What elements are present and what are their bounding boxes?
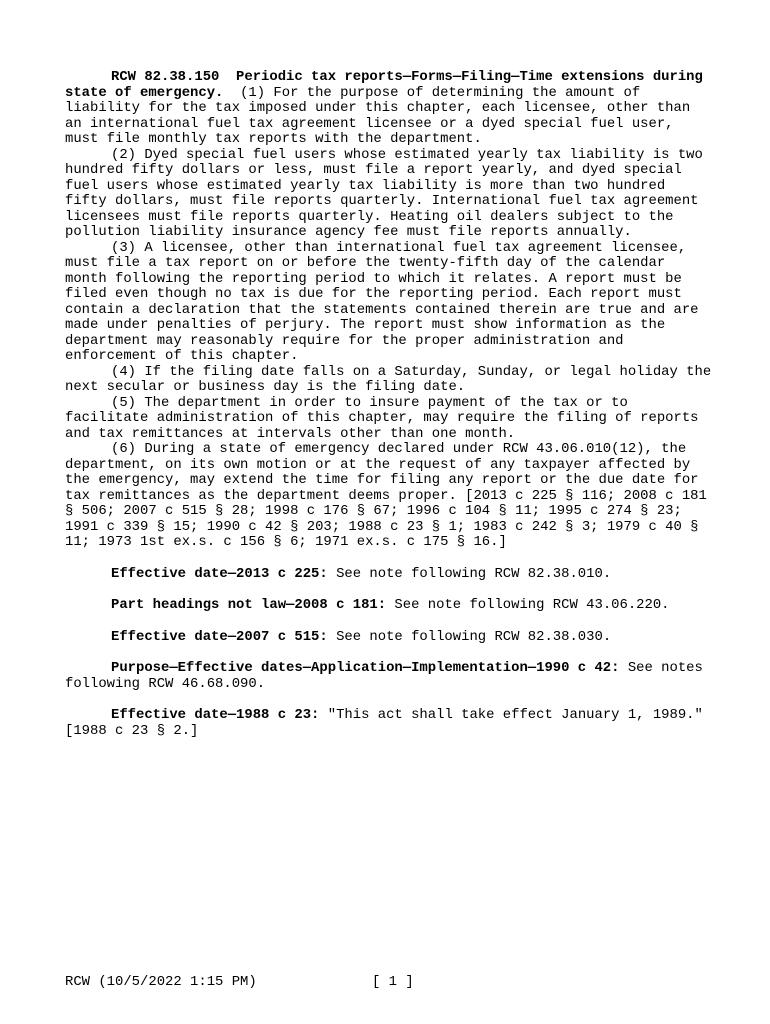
section-paragraph-2: (2) Dyed special fuel users whose estimated yearly tax liability is two hundred fifty dollars or less, must file a report yearly, and dyed special fuel users whose estimated yearly tax liability is more than two hundred fifty dollars, must file reports quarterly. International fuel tax agreement licensees must file reports quarterly. Heating oil dealers subject to the pollution liability insurance agency fee must file reports annually. xyxy=(65,146,712,240)
note-item xyxy=(65,630,715,646)
note-text: See note following RCW 82.38.030. xyxy=(327,628,612,645)
note-item xyxy=(65,598,715,614)
section-text-1: (1) For the purpose of determining the amount of liability for the tax imposed under this chapter, each licensee, other than an international fuel tax agreement licensee or a dyed special fuel user, must file monthly tax reports with the department. xyxy=(65,84,699,147)
document-body xyxy=(65,69,720,739)
note-text: See note following RCW 82.38.010. xyxy=(327,565,612,582)
note-item xyxy=(65,708,715,739)
note-label: Part headings not law—2008 c 181: xyxy=(111,597,387,613)
page-number: [ 1 ] xyxy=(372,974,414,990)
note-item xyxy=(65,567,715,583)
section-heading: RCW 82.38.150 Periodic tax reports—Forms—Filing—Time extensions during state of emergency. xyxy=(65,69,712,101)
note-text: See note following RCW 43.06.220. xyxy=(386,597,670,613)
note-label: Effective date—2007 c 515: xyxy=(111,628,328,645)
section-paragraph-6: (6) During a state of emergency declared under RCW 43.06.010(12), the department, on its own motion or at the request of any taxpayer affected by the emergency, may extend the time for filing any report or the due date for tax remittances as the department deems proper. [2013 c 225 § 116; 2008 c 181 § 506; 2007 c 515 § 28; 1998 c 176 § 67; 1996 c 104 § 11; 1995 c 274 § 23; 1991 c 339 § 15; 1990 c 42 § 203; 1988 c 23 § 1; 1983 c 242 § 3; 1979 c 40 § 11; 1973 1st ex.s. c 156 § 6; 1971 ex.s. c 175 § 16.] xyxy=(65,441,716,550)
note-label: Purpose—Effective dates—Application—Implementation—1990 c 42: xyxy=(111,660,620,676)
notes-section xyxy=(65,567,715,740)
note-text: "This act shall take effect January 1, 1989." [1988 c 23 § 2.] xyxy=(65,707,712,739)
footer-source: RCW (10/5/2022 1:15 PM) xyxy=(65,974,257,990)
note-item xyxy=(65,661,715,692)
section-paragraph-5: (5) The department in order to insure payment of the tax or to facilitate administration of this chapter, may require the filing of reports and tax remittances at intervals other than one month. xyxy=(65,394,707,442)
section-paragraph-4: (4) If the filing date falls on a Saturday, Sunday, or legal holiday the next secular or business day is the filing date. xyxy=(65,363,720,395)
note-label: Effective date—1988 c 23: xyxy=(111,707,320,723)
page-footer xyxy=(65,975,715,991)
note-text: See notes following RCW 46.68.090. xyxy=(65,660,712,692)
section-paragraph-1 xyxy=(65,70,715,148)
note-label: Effective date—2013 c 225: xyxy=(111,565,328,582)
section-paragraph-3: (3) A licensee, other than international fuel tax agreement licensee, must file a tax report on or before the twenty-fifth day of the calendar month following the reporting period to which it relates. A report must be filed even though no tax is due for the reporting period. Each report must contain a declaration that the statements contained therein are true and are made under penalties of perjury. The report must show information as the department may reasonably require for the proper administration and enforcement of this chapter. xyxy=(65,239,707,364)
